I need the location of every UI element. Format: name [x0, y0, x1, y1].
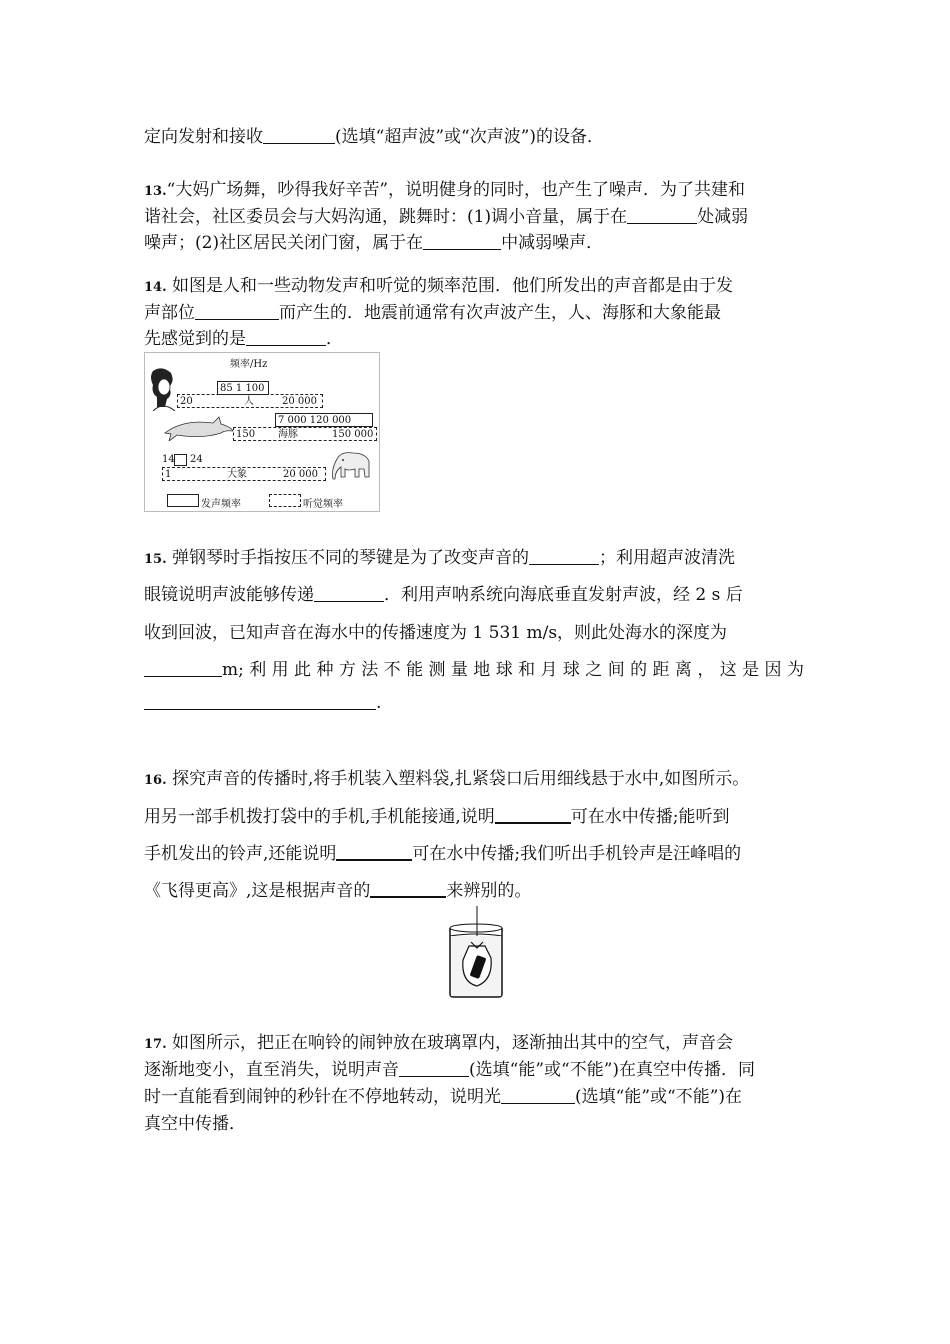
legend-hear-label: 听觉频率 — [303, 499, 343, 510]
answer-blank[interactable] — [399, 1059, 469, 1077]
q14-line-2 — [144, 298, 721, 323]
legend-emit-swatch — [167, 494, 199, 507]
q13-line-1 — [144, 175, 745, 200]
q17-text: 时一直能看到闹钟的秒针在不停地转动，说明光 — [144, 1087, 501, 1107]
animal-label: 海豚 — [278, 429, 298, 440]
freq-label: 1 — [165, 469, 172, 480]
q16-text: 来辨别的。 — [446, 881, 532, 901]
question-number: 14. — [144, 280, 167, 295]
freq-label: 150 — [236, 429, 256, 440]
q13-text: 噪声；(2)社区居民关闭门窗，属于在 — [144, 233, 424, 253]
q17-text: 真空中传播． — [144, 1114, 246, 1134]
question-number: 15. — [144, 552, 167, 567]
q13-line-3 — [144, 228, 603, 253]
answer-blank[interactable] — [501, 1086, 575, 1104]
elephant-hear-range — [162, 467, 326, 481]
answer-blank[interactable] — [529, 547, 599, 565]
answer-blank[interactable] — [495, 805, 571, 824]
answer-blank[interactable] — [370, 879, 446, 898]
answer-blank[interactable] — [144, 659, 222, 677]
answer-blank[interactable] — [195, 302, 279, 320]
q15-text: ．利用声呐系统向海底垂直发射声波，经 2 s 后 — [384, 585, 743, 605]
q13-text: “大妈广场舞，吵得我好辛苦”，说明健身的同时，也产生了噪声．为了共建和 — [166, 180, 746, 200]
q12-line-1 — [144, 122, 604, 147]
dolphin-icon — [163, 415, 235, 441]
q14-text: 而产生的．地震前通常有次声波产生，人、海豚和大象能最 — [279, 303, 721, 323]
animal-label: 人 — [244, 396, 254, 407]
q14-text: ． — [326, 329, 343, 349]
answer-blank[interactable] — [144, 692, 376, 710]
q13-text: 谐社会，社区委员会与大妈沟通，跳舞时：(1)调小音量，属于在 — [144, 207, 628, 227]
q15-line-2 — [144, 580, 743, 605]
q16-line-3 — [144, 839, 741, 864]
q16-text: 用另一部手机拨打袋中的手机,手机能接通,说明 — [144, 807, 495, 827]
legend-emit-label: 发声频率 — [201, 499, 241, 510]
q15-line-5 — [144, 692, 381, 713]
answer-blank[interactable] — [627, 206, 697, 224]
frequency-range-figure — [144, 352, 380, 512]
elephant-icon — [331, 449, 373, 483]
q15-text: 弹钢琴时手指按压不同的琴键是为了改变声音的 — [172, 548, 530, 568]
q15-text: . — [376, 693, 382, 713]
q16-text: 《飞得更高》,这是根据声音的 — [144, 881, 371, 901]
legend-hear-swatch — [269, 494, 301, 507]
answer-blank[interactable] — [336, 842, 412, 861]
figure-title: 频率/Hz — [230, 359, 268, 370]
q15-text: m; 利 用 此 种 方 法 不 能 测 量 地 球 和 月 球 之 间 的 距 离 ， 这 是 因 为 — [222, 660, 804, 680]
q17-line-1 — [144, 1028, 733, 1053]
q17-text: (选填“能”或“不能”)在真空中传播．同 — [469, 1060, 756, 1080]
answer-blank[interactable] — [423, 232, 501, 250]
q16-line-1 — [144, 764, 749, 789]
q15-text: 眼镜说明声波能够传递 — [144, 585, 314, 605]
woman-icon — [147, 367, 177, 411]
q12-text: 定向发射和接收 — [144, 127, 263, 147]
freq-label: 20 000 — [282, 396, 317, 407]
answer-blank[interactable] — [263, 126, 335, 144]
q15-text: 收到回波，已知声音在海水中的传播速度为 1 531 m/s，则此处海水的深度为 — [144, 623, 728, 643]
q14-text: 先感觉到的是 — [144, 329, 246, 349]
q16-text: 可在水中传播;能听到 — [570, 807, 730, 827]
q15-line-3 — [144, 618, 727, 643]
q17-line-4 — [144, 1109, 246, 1134]
q17-line-2 — [144, 1055, 755, 1080]
q12-text: (选填“超声波”或“次声波”)的设备． — [335, 127, 605, 147]
q13-text: 中减弱噪声． — [501, 233, 604, 253]
freq-label: 150 000 — [332, 429, 374, 440]
animal-label: 大象 — [227, 469, 247, 480]
question-number: 17. — [144, 1037, 167, 1052]
q16-text: 手机发出的铃声,还能说明 — [144, 844, 337, 864]
dolphin-hear-range — [233, 427, 377, 441]
answer-blank[interactable] — [314, 584, 384, 602]
freq-label: 20 000 — [283, 469, 318, 480]
q15-text: ；利用超声波清洗 — [599, 548, 736, 568]
q16-text: 可在水中传播;我们听出手机铃声是汪峰唱的 — [412, 844, 742, 864]
q17-text: 如图所示，把正在响铃的闹钟放在玻璃罩内，逐渐抽出其中的空气，声音会 — [172, 1033, 734, 1053]
q17-text: 逐渐地变小，直至消失，说明声音 — [144, 1060, 399, 1080]
dolphin-emit-range: 7 000 120 000 — [275, 413, 373, 427]
q16-line-2 — [144, 802, 730, 827]
phone-in-water-figure — [447, 906, 505, 998]
q13-text: 处减弱 — [697, 207, 749, 227]
q15-line-4 — [144, 655, 804, 680]
human-emit-range: 85 1 100 — [217, 381, 269, 395]
q14-text: 声部位 — [144, 303, 195, 323]
freq-label: 20 — [180, 396, 193, 407]
question-number: 13. — [144, 184, 167, 199]
q14-line-3 — [144, 324, 343, 349]
elephant-emit-range — [174, 454, 187, 466]
q14-line-1 — [144, 271, 733, 296]
freq-label: 14 — [162, 454, 175, 465]
q13-line-2 — [144, 202, 748, 227]
q15-line-1 — [144, 543, 735, 568]
question-number: 16. — [144, 773, 167, 788]
q17-text: (选填“能”或“不能”)在 — [575, 1087, 743, 1107]
q16-text: 探究声音的传播时,将手机装入塑料袋,扎紧袋口后用细线悬于水中,如图所示。 — [172, 769, 750, 789]
freq-label: 24 — [190, 454, 203, 465]
q16-line-4 — [144, 876, 531, 901]
q14-text: 如图是人和一些动物发声和听觉的频率范围．他们所发出的声音都是由于发 — [172, 276, 734, 296]
answer-blank[interactable] — [246, 328, 326, 346]
q17-line-3 — [144, 1082, 742, 1107]
human-hear-range — [177, 394, 323, 408]
